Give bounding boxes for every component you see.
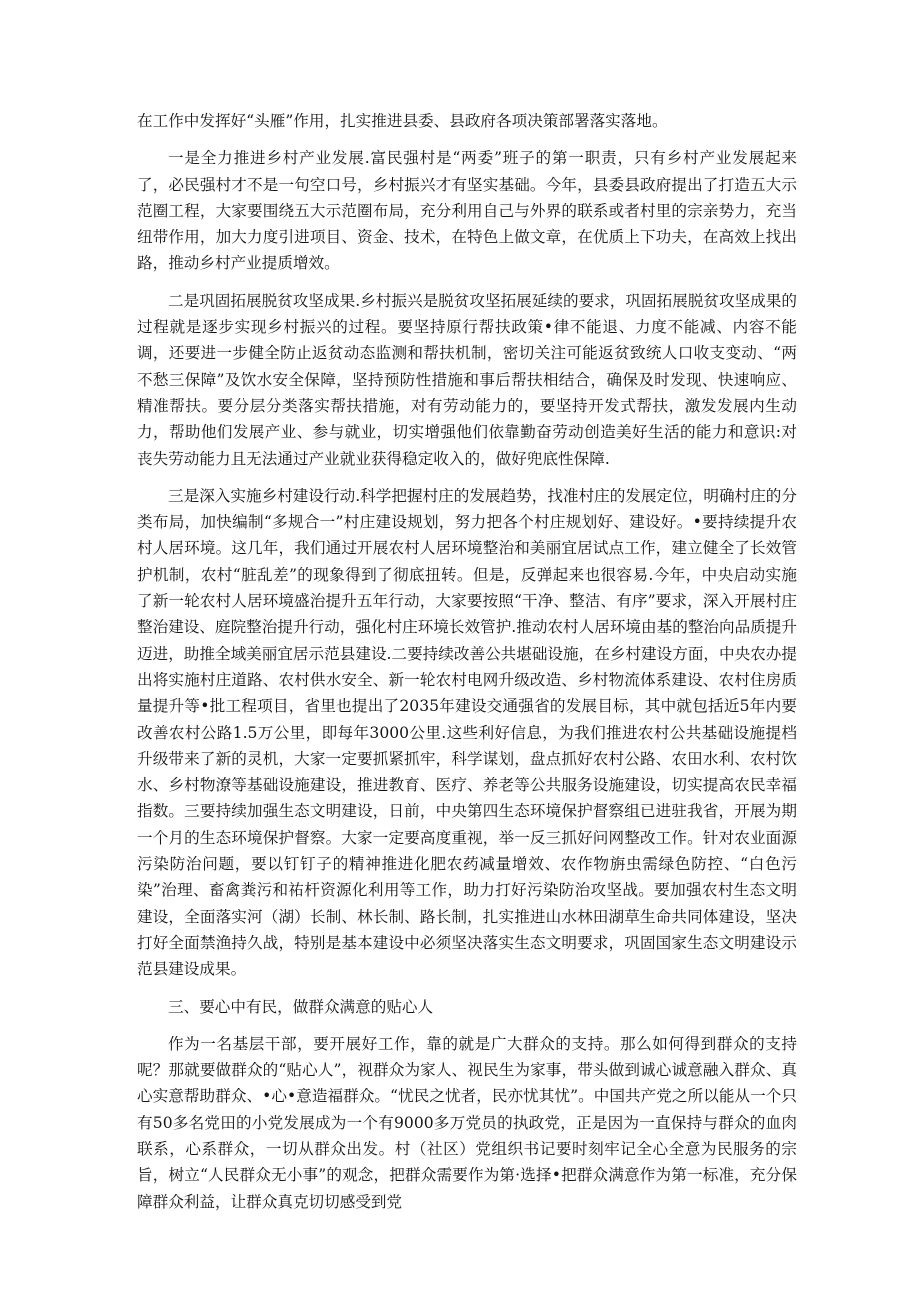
paragraph-industry-development: 一是全力推进乡村产业发展.富民强村是“两委”班子的第一职责，只有乡村产业发展起来了，必民强村才不是一句空口号，乡村振兴才有坚实基础。今年，县委县政府提出了打造五大示范圈工程，大家要围绕五大示范圈布局，充分利用自己与外界的联系或者村里的宗亲势力，充当纽带作用，加大力度引进项目、资金、技术，在特色上做文章，在优质上下功夫，在高效上找出路，推动乡村产业提质增效。 — [137, 149, 797, 273]
document-page — [137, 108, 797, 1226]
paragraph-village-construction: 三是深入实施乡村建设行动.科学把握村庄的发展趋势，找准村庄的发展定位，明确村庄的分类布局，加快编制“多规合一”村庄建设规划，努力把各个村庄规划好、建设好。•要持续提升农村人居环境。这几年，我们通过开展农村人居环境整治和美丽宜居试点工作，建立健全了长效管护机制，农村“脏乱差”的现象得到了彻底扭转。但是，反弹起来也很容易.今年，中央启动实施了新一轮农村人居环境盛治提升五年行动，大家要按照“干净、整洁、有序”要求，深入开展村庄整治建设、庭院整治提升行动，强化村庄环境长效管护.推动农村人居环境由基的整治向品质提升迈进，助推全域美丽宜居示范县建设.二要持续改善公共堪础设施，在乡村建设方面，中央农办提出将实施村庄道路、农村供水安全、新一轮农村电网升级改造、乡村物流体系建设、农村住房质量提升等•批工程项目，省里也提出了2035年建设交通强省的发展目标，其中就包括近5年内要改善农村公路1.5万公里，即每年3000公里.这些利好信息，为我们推进农村公共基础设施提档升级带来了新的灵机，大家一定要抓紧抓牢，科学谋划，盘点抓好农村公路、农田水利、农村饮水、乡村物潦等基础设施建设，推进教育、医疗、养老等公共服务设施建设，切实提高农民幸福指数。三要持续加强生态文明建设，日前，中央第四生态环境保护督察组已进驻我省，开展为期一个月的生态环境保护督察。大家一定要高度重视，举一反三抓好问网整改工作。针对农业面源污染防治问题，要以钉钉子的精神推进化肥农药减量增效、农作物旃虫需绿色防控、“白色污染”治理、畜禽粪污和祐杆资源化利用等工作，助力打好污染防治攻坚战。要加强农村生态文明建设，全面落实河（湖）长制、林长制、路长制，扎实推进山水林田湖草生命共同体建设，坚决打好全面禁渔持久战，特别是基本建设中必须坚决落实生态文明要求，巩固国家生态文明建设示范县建设成果。 — [137, 486, 797, 979]
paragraph-serve-people: 作为一名基层干部，要开展好工作，靠的就是广大群众的支持。那么如何得到群众的支持呢？那就要做群众的“贴心人”，视群众为家人、视民生为家事，带头做到诚心诚意融入群众、真心实意帮助群众、•心•意造福群众。“忧民之忧者，民亦忧其忧”。中国共产党之所以能从一个只有50多名党田的小党发展成为一个有9000多万党员的执政党，正是因为一直保持与群众的血肉联系，心系群众，一切从群众出发。村（社区）党组织书记要时刻牢记全心全意为民服务的宗旨，树立“人民群众无小事”的观念，把群众需要作为第·选择•把群众满意作为第一标准，充分保障群众利益，让群众真克切切感受到党 — [137, 1034, 797, 1211]
paragraph-poverty-alleviation: 二是巩固拓展脱贫攻坚成果.乡村振兴是脱贫攻坚拓展延续的要求，巩固拓展脱贫攻坚成果的过程就是逐步实现乡村振兴的过程。要坚持原行帮扶政策•律不能退、力度不能减、内容不能调，还要进一步健全防止返贫动态监测和帮扶机制，密切关注可能返贫致统人口收支变动、“两不愁三保障”及饮水安全保障，坚持预防性措施和事后帮扶相结合，确保及时发现、快速响应、精准帮扶。要分层分类落实帮扶措施，对有劳动能力的，要坚持开发式帮扶，激发发展内生动力，帮助他们发展产业、参与就业，切实增强他们依靠勤奋劳动创造美好生活的能力和意识:对丧失劳动能力且无法通过产业就业获得稳定收入的，做好兜底性保障. — [137, 291, 797, 468]
section-heading: 三、要心中有民，做群众满意的贴心人 — [168, 997, 434, 1016]
paragraph-continuation: 在工作中发挥好“头雁”作用，扎实推进县委、县政府各项决策部署落实落地。 — [137, 112, 668, 130]
